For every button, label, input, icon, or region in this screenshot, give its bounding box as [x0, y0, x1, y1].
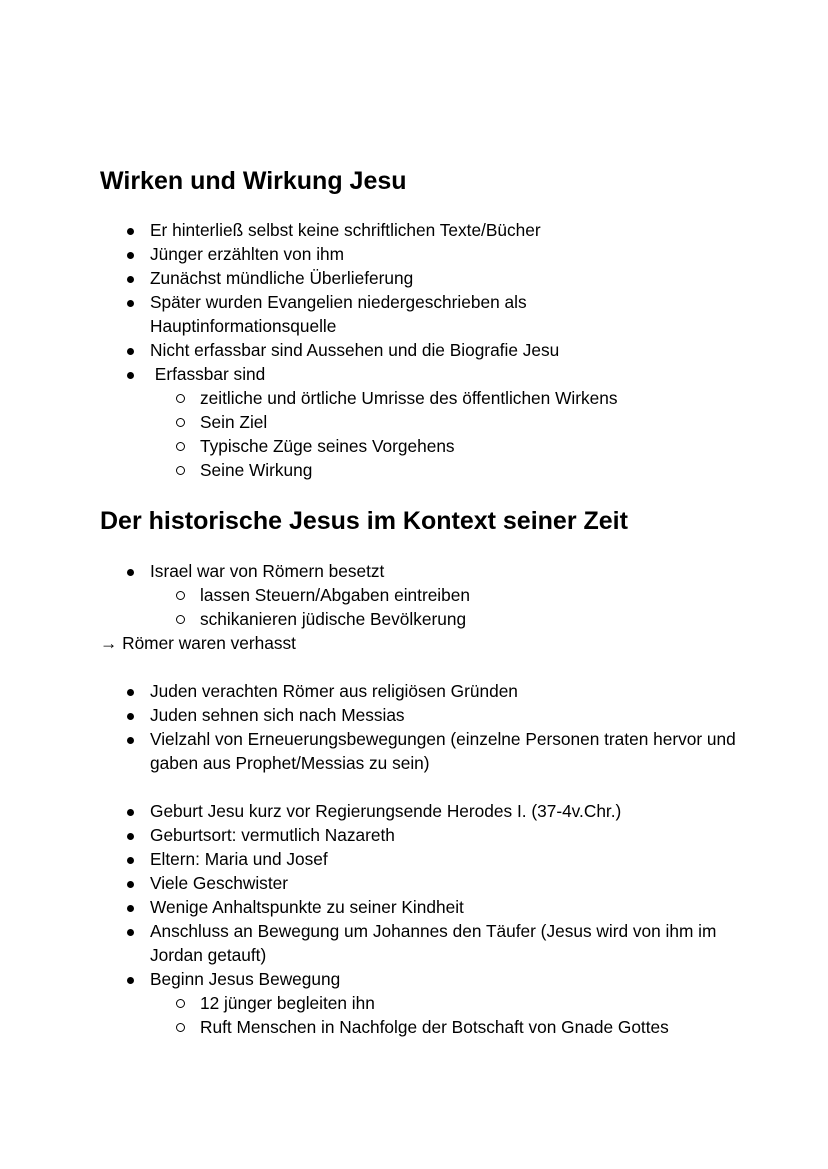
bullet-icon	[127, 833, 134, 840]
sub-list-item: 12 jünger begleiten ihn	[100, 991, 738, 1015]
circle-bullet-icon	[176, 615, 185, 624]
list-item: Eltern: Maria und Josef	[100, 847, 738, 871]
sub-list-item: Sein Ziel	[100, 410, 738, 434]
list-item: Wenige Anhaltspunkte zu seiner Kindheit	[100, 895, 738, 919]
bullet-icon	[127, 569, 134, 576]
sub-list-item: Seine Wirkung	[100, 458, 738, 482]
bullet-icon	[127, 300, 134, 307]
conclusion-line: → Römer waren verhasst	[100, 633, 296, 653]
sub-list-item: zeitliche und örtliche Umrisse des öffentlichen Wirkens	[100, 386, 738, 410]
circle-bullet-icon	[176, 1023, 185, 1032]
circle-bullet-icon	[176, 999, 185, 1008]
section-heading-kontext: Der historische Jesus im Kontext seiner Zeit	[100, 507, 628, 535]
bullet-icon	[127, 228, 134, 235]
bullet-list-kontext-2	[100, 679, 738, 775]
bullet-icon	[127, 713, 134, 720]
section-heading-wirken: Wirken und Wirkung Jesu	[100, 167, 407, 195]
list-item: Später wurden Evangelien niedergeschrieben als Hauptinformationsquelle	[100, 290, 738, 338]
circle-bullet-icon	[176, 591, 185, 600]
bullet-icon	[127, 977, 134, 984]
list-item: Beginn Jesus Bewegung	[100, 967, 738, 991]
bullet-icon	[127, 348, 134, 355]
list-item: Viele Geschwister	[100, 871, 738, 895]
list-item: Erfassbar sind	[100, 362, 738, 386]
list-item: Juden sehnen sich nach Messias	[100, 703, 738, 727]
list-item: Geburt Jesu kurz vor Regierungsende Herodes I. (37-4v.Chr.)	[100, 799, 738, 823]
bullet-list-kontext-3	[100, 799, 738, 1039]
bullet-icon	[127, 857, 134, 864]
sub-list-item: schikanieren jüdische Bevölkerung	[100, 607, 738, 631]
circle-bullet-icon	[176, 442, 185, 451]
list-item: Anschluss an Bewegung um Johannes den Täufer (Jesus wird von ihm im Jordan getauft)	[100, 919, 738, 967]
bullet-icon	[127, 929, 134, 936]
list-item: Jünger erzählten von ihm	[100, 242, 738, 266]
sub-list-item: Typische Züge seines Vorgehens	[100, 434, 738, 458]
sub-list-item: Ruft Menschen in Nachfolge der Botschaft von Gnade Gottes	[100, 1015, 738, 1039]
bullet-icon	[127, 737, 134, 744]
bullet-list-kontext-1	[100, 559, 738, 631]
bullet-icon	[127, 372, 134, 379]
list-item: Vielzahl von Erneuerungsbewegungen (einzelne Personen traten hervor und gaben aus Prophet/Messias zu sein)	[100, 727, 738, 775]
list-item: Juden verachten Römer aus religiösen Gründen	[100, 679, 738, 703]
bullet-icon	[127, 905, 134, 912]
bullet-icon	[127, 252, 134, 259]
sub-list-item: lassen Steuern/Abgaben eintreiben	[100, 583, 738, 607]
circle-bullet-icon	[176, 394, 185, 403]
bullet-icon	[127, 881, 134, 888]
bullet-list-wirken	[100, 218, 738, 482]
list-item: Er hinterließ selbst keine schriftlichen Texte/Bücher	[100, 218, 738, 242]
list-item: Geburtsort: vermutlich Nazareth	[100, 823, 738, 847]
circle-bullet-icon	[176, 418, 185, 427]
bullet-icon	[127, 809, 134, 816]
circle-bullet-icon	[176, 466, 185, 475]
list-item: Nicht erfassbar sind Aussehen und die Biografie Jesu	[100, 338, 738, 362]
bullet-icon	[127, 276, 134, 283]
list-item: Zunächst mündliche Überlieferung	[100, 266, 738, 290]
list-item: Israel war von Römern besetzt	[100, 559, 738, 583]
bullet-icon	[127, 689, 134, 696]
